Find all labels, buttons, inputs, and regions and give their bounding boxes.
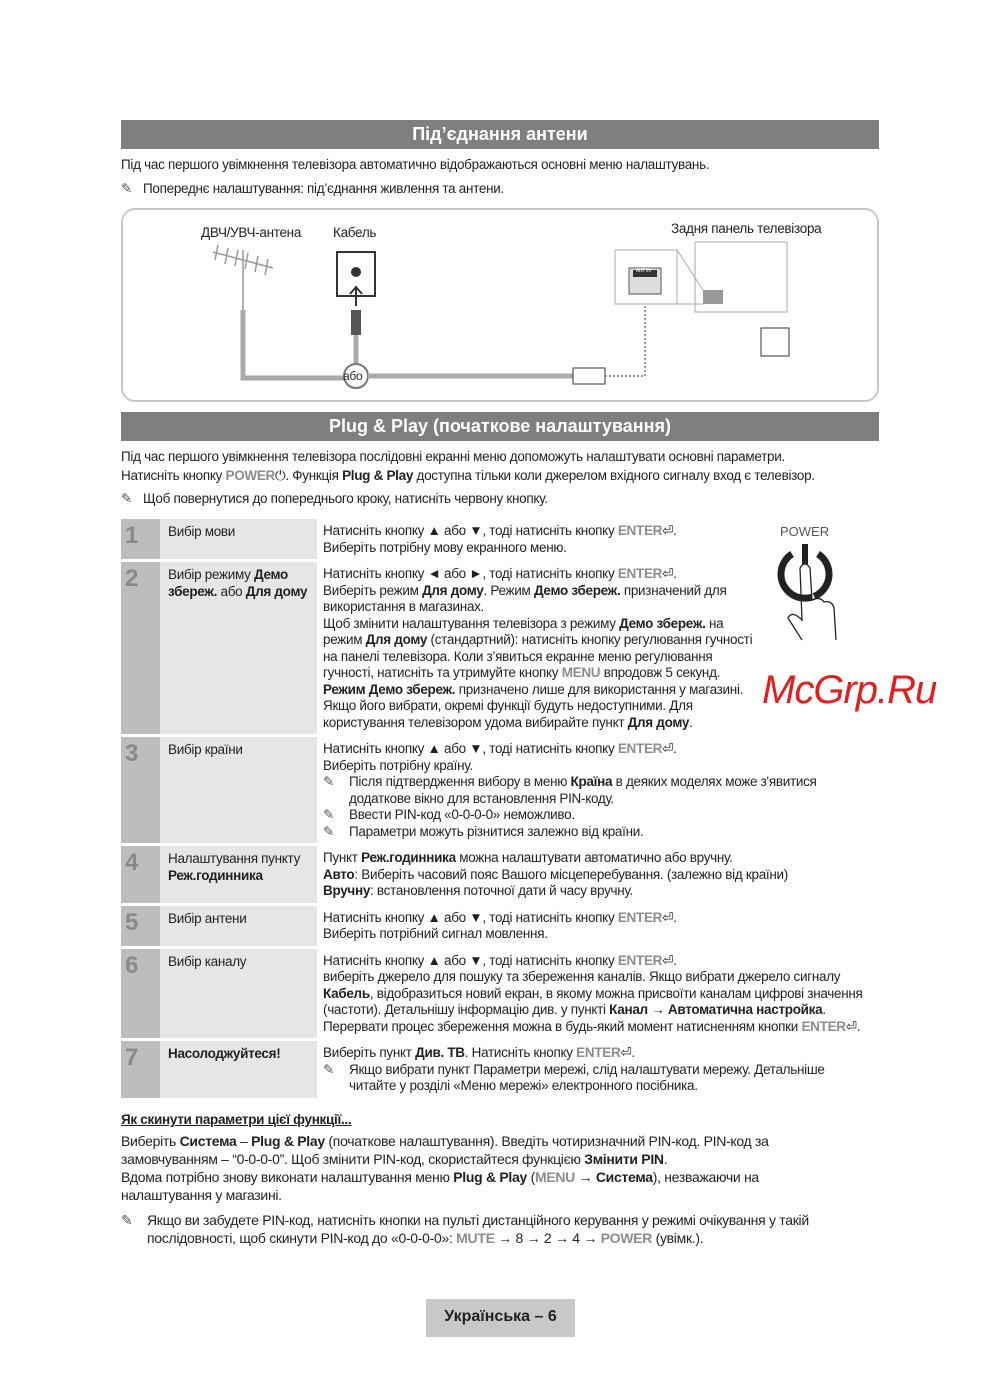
text-run: Демо збереж. bbox=[619, 615, 706, 631]
step-row-1 bbox=[121, 519, 879, 559]
text-run: Вибір режиму bbox=[168, 567, 255, 582]
text-run: Якщо його вибрати, окремі функції будуть недоступними. Для bbox=[323, 698, 693, 713]
text-run: Див. ТВ bbox=[415, 1045, 465, 1060]
text-run: Виберіть потрібний сигнал мовлення. bbox=[323, 926, 548, 941]
text-line bbox=[323, 969, 879, 986]
step-number: 5 bbox=[121, 906, 160, 946]
step-content bbox=[317, 846, 879, 903]
text-run: Перервати процес збереження можна в будь-який момент натисненням кнопки bbox=[323, 1018, 802, 1034]
text-run: (стандартний): натисніть кнопку регулювання гучності bbox=[427, 632, 753, 647]
text-run: Система bbox=[179, 1133, 237, 1149]
text-run: Для дому bbox=[422, 582, 484, 598]
text-run: Plug & Play bbox=[251, 1133, 325, 1149]
step-paragraph bbox=[323, 850, 879, 867]
text-run: в деяких моделях може з'явитися bbox=[612, 774, 817, 789]
step-number: 2 bbox=[121, 562, 160, 734]
text-run: Натисніть кнопку ◄ або ►, тоді натисніть кнопку bbox=[323, 566, 618, 581]
text-run: . Натисніть кнопку bbox=[464, 1045, 577, 1060]
text-run: Вдома потрібно знову виконати налаштування меню bbox=[121, 1169, 454, 1185]
text-run: Виберіть потрібну країну. bbox=[323, 757, 473, 773]
text-run: ( bbox=[527, 1169, 535, 1185]
pencil-note-icon: ✎ bbox=[121, 491, 133, 506]
text-run: MENU bbox=[561, 665, 601, 680]
text-run: : Виберіть часовий пояс Вашого місцеперебування. (залежно від країни) bbox=[354, 866, 788, 882]
text-run: доступна тільки коли джерелом вхідного сигналу вход є телевізор. bbox=[413, 468, 815, 483]
text-run: Виберіть режим bbox=[323, 582, 423, 598]
text-run: Змінити PIN bbox=[584, 1151, 664, 1167]
text-run: POWER bbox=[600, 1230, 653, 1246]
text-run: Натисніть кнопку ▲ або ▼, тоді натисніть кнопку bbox=[323, 909, 618, 925]
text-run: Канал → Автоматична настройка bbox=[609, 1002, 823, 1017]
text-run: Виберіть потрібну мову екранного меню. bbox=[323, 539, 567, 555]
text-run: ENTER bbox=[801, 1018, 846, 1034]
text-line bbox=[323, 1062, 879, 1079]
text-run: читайте у розділі «Меню мережі» електронного посібника. bbox=[349, 1078, 698, 1093]
text-run: користування телевізором удома вибирайте пункт bbox=[323, 714, 628, 730]
text-run: (частоти). Детальнішу інформацію див. у пункті bbox=[323, 1002, 610, 1017]
text-run: → bbox=[574, 1169, 596, 1185]
text-run: . bbox=[689, 714, 693, 730]
text-run: режим bbox=[323, 632, 366, 647]
text-run: ENTER bbox=[617, 909, 663, 925]
text-line bbox=[323, 953, 879, 970]
page-number: Українська – 6 bbox=[426, 1299, 575, 1337]
text-run: : встановлення поточної дати й часу вручну. bbox=[370, 883, 633, 898]
step-number: 1 bbox=[121, 519, 160, 559]
step-content bbox=[317, 1041, 879, 1098]
step-paragraph bbox=[323, 926, 879, 943]
text-line bbox=[323, 926, 879, 943]
section-title-antenna: Під’єднання антени bbox=[121, 120, 879, 149]
text-run: Виберіть bbox=[121, 1133, 180, 1149]
text-run: . Режим bbox=[483, 582, 534, 598]
text-run: можна налаштувати автоматично або вручну. bbox=[455, 850, 733, 865]
text-run: (увімк.). bbox=[652, 1230, 704, 1246]
text-run: Виберіть пункт bbox=[323, 1045, 416, 1060]
text-run: налаштування у магазині. bbox=[121, 1187, 282, 1203]
power-label: POWER bbox=[780, 524, 830, 539]
text-run: послідовності, щоб скинути PIN-код до «0-0-0-0»: bbox=[147, 1230, 457, 1246]
text-run: Режим Демо збереж. bbox=[323, 681, 456, 697]
pencil-note-icon: ✎ bbox=[121, 181, 133, 196]
antenna-intro: Під час першого увімкнення телевізора автоматично відображаються основні меню налаштувань. bbox=[121, 157, 710, 172]
text-run: Кабель bbox=[323, 985, 370, 1001]
text-run: гучності, натисніть та утримуйте кнопку bbox=[323, 665, 562, 680]
text-line bbox=[323, 741, 879, 758]
antenna-icon bbox=[213, 245, 273, 310]
text-run: . bbox=[663, 1151, 668, 1167]
text-run: Демо збереж. bbox=[168, 567, 288, 599]
step-number: 3 bbox=[121, 737, 160, 843]
text-run: Якщо вибрати пункт Параметри мережі, слід налаштувати мережу. Детальніше bbox=[349, 1061, 825, 1077]
watermark: McGrp.Ru bbox=[762, 668, 937, 712]
text-run: Система bbox=[595, 1169, 653, 1185]
step-note bbox=[323, 774, 879, 807]
step-number: 7 bbox=[121, 1041, 160, 1098]
text-run: Насолоджуйтеся! bbox=[168, 1046, 281, 1061]
reset-note-line bbox=[121, 1229, 809, 1247]
text-run: замовчуванням – “0-0-0-0”. Щоб змінити PIN-код, скористайтеся функцією bbox=[121, 1151, 585, 1167]
step-label bbox=[160, 1041, 317, 1098]
text-line bbox=[323, 883, 879, 900]
text-run: Якщо ви забудете PIN-код, натисніть кнопки на пульті дистанційного керування у режимі очікування у такій bbox=[147, 1212, 809, 1228]
cable-label: Кабель bbox=[333, 225, 377, 240]
step-row-6 bbox=[121, 949, 879, 1039]
text-line bbox=[323, 910, 879, 927]
reset-note bbox=[121, 1211, 809, 1247]
text-run: ENTER bbox=[617, 741, 663, 756]
section-title-plug-and-play: Plug & Play (початкове налаштування) bbox=[121, 412, 879, 441]
text-run: додаткове вікно для встановлення PIN-коду. bbox=[349, 790, 615, 806]
rear-panel-label: Задня панель телевізора bbox=[671, 221, 822, 236]
intro-line bbox=[121, 447, 815, 466]
text-run: Натисніть кнопку ▲ або ▼, тоді натисніть кнопку bbox=[323, 741, 618, 756]
reset-line bbox=[121, 1150, 769, 1168]
intro-line bbox=[121, 466, 815, 485]
step-label bbox=[160, 846, 317, 903]
or-label: або bbox=[343, 369, 363, 383]
text-line bbox=[323, 774, 879, 791]
text-line bbox=[323, 986, 879, 1003]
text-run: Демо збереж. bbox=[533, 582, 621, 598]
text-run: → 8 → 2 → 4 → bbox=[494, 1230, 601, 1246]
reset-note-line bbox=[121, 1211, 809, 1229]
step-label bbox=[160, 737, 317, 843]
pencil-note-icon: ✎ bbox=[323, 774, 335, 789]
step-paragraph bbox=[323, 953, 879, 970]
text-run: ⏎. bbox=[620, 1045, 635, 1060]
antenna-label: ДВЧ/УВЧ-антена bbox=[201, 225, 302, 240]
step-row-3 bbox=[121, 737, 879, 843]
text-run: . bbox=[822, 1002, 826, 1017]
text-run: Вибір країни bbox=[168, 742, 243, 757]
step-paragraph bbox=[323, 910, 879, 927]
step-row-4 bbox=[121, 846, 879, 903]
step-paragraph bbox=[323, 1045, 879, 1062]
text-run: MENU bbox=[534, 1169, 575, 1185]
text-line bbox=[323, 791, 879, 808]
text-run: Реж.годинника bbox=[361, 850, 456, 865]
text-run: Реж.годинника bbox=[168, 868, 263, 883]
step-note bbox=[323, 1062, 879, 1095]
text-run: ENTER bbox=[617, 566, 663, 581]
text-line bbox=[323, 1045, 879, 1062]
step-label bbox=[160, 562, 317, 734]
step-note bbox=[323, 824, 879, 841]
text-run: Натисніть кнопку ▲ або ▼, тоді натисніть кнопку bbox=[323, 952, 618, 968]
ant-in-port-label: ANT IN bbox=[636, 268, 651, 274]
text-line bbox=[323, 867, 879, 884]
text-run: MUTE bbox=[456, 1230, 495, 1246]
step-number: 4 bbox=[121, 846, 160, 903]
step-label bbox=[160, 906, 317, 946]
step-paragraph bbox=[323, 1019, 879, 1036]
text-run: Вибір мови bbox=[168, 524, 236, 539]
text-run: на bbox=[705, 615, 724, 631]
text-run: ⏻. Функція bbox=[275, 468, 343, 483]
text-line bbox=[323, 1078, 879, 1095]
text-run: Plug & Play bbox=[342, 468, 414, 483]
coax-connector bbox=[573, 368, 605, 384]
text-line bbox=[323, 715, 879, 732]
text-run: ⏎. bbox=[662, 741, 677, 756]
text-run: ENTER bbox=[617, 952, 663, 968]
text-run: ⏎. bbox=[662, 909, 677, 925]
text-run: впродовж 5 секунд. bbox=[600, 665, 721, 680]
power-hand-icon bbox=[772, 524, 842, 644]
text-run: ), незважаючи на bbox=[652, 1169, 759, 1185]
reset-line bbox=[121, 1132, 769, 1150]
text-line bbox=[323, 807, 879, 824]
plug-and-play-note: ✎ Щоб повернутися до попереднього кроку, натисніть червону кнопку. bbox=[121, 491, 548, 506]
step-label bbox=[160, 949, 317, 1039]
reset-text bbox=[121, 1132, 769, 1204]
text-run: на панелі телевізора. Коли з’явиться екранне меню регулювання bbox=[323, 648, 713, 664]
text-line bbox=[323, 1019, 879, 1036]
text-run: Ввести PIN-код «0-0-0-0» неможливо. bbox=[349, 807, 575, 822]
text-run: Вибір антени bbox=[168, 910, 247, 926]
pencil-note-icon: ✎ bbox=[323, 1061, 335, 1077]
text-run: призначено лише для використання у магазині. bbox=[455, 681, 744, 697]
text-run: Пункт bbox=[323, 850, 362, 865]
text-run: ⏎. bbox=[845, 1018, 861, 1034]
text-run: Натисніть кнопку bbox=[121, 468, 226, 483]
antenna-note: ✎ Попереднє налаштування: під’єднання живлення та антени. bbox=[121, 181, 504, 196]
text-line bbox=[323, 850, 879, 867]
step-row-5 bbox=[121, 906, 879, 946]
text-line bbox=[323, 1002, 879, 1019]
steps-table bbox=[121, 519, 879, 1098]
step-number: 6 bbox=[121, 949, 160, 1039]
reset-line bbox=[121, 1168, 769, 1186]
step-paragraph bbox=[323, 758, 879, 775]
text-run: Країна bbox=[570, 774, 613, 789]
step-label bbox=[160, 519, 317, 559]
step-row-7 bbox=[121, 1041, 879, 1098]
antenna-diagram bbox=[121, 208, 879, 402]
text-run: ⏎. bbox=[662, 523, 677, 538]
text-run: (початкове налаштування). Введіть чотиризначний PIN-код. PIN-код за bbox=[324, 1133, 769, 1149]
text-run: Plug & Play bbox=[453, 1169, 527, 1185]
text-run: призначений для bbox=[620, 582, 727, 598]
text-run: ⏎. bbox=[662, 566, 677, 581]
reset-line bbox=[121, 1186, 769, 1204]
text-run: Вибір каналу bbox=[168, 953, 247, 969]
pencil-note-icon: ✎ bbox=[323, 823, 335, 839]
step-paragraph bbox=[323, 969, 879, 1019]
text-run: Авто bbox=[323, 866, 355, 882]
text-run: виберіть джерело для пошуку та збереження каналів. Якщо вибрати джерело сигналу bbox=[323, 969, 841, 984]
text-run: Натисніть кнопку ▲ або ▼, тоді натисніть кнопку bbox=[323, 523, 618, 538]
text-run: використання в магазинах. bbox=[323, 599, 484, 614]
text-line bbox=[323, 758, 879, 775]
text-run: ⏎. bbox=[662, 952, 677, 968]
text-run: Для дому bbox=[627, 714, 690, 730]
text-run: Під час першого увімкнення телевізора послідовні екранні меню допоможуть налаштувати основні параметри. bbox=[121, 449, 785, 464]
pencil-note-icon: ✎ bbox=[323, 807, 335, 822]
step-paragraph bbox=[323, 741, 879, 758]
text-run: Щоб змінити налаштування телевізора з режиму bbox=[323, 615, 620, 631]
reset-heading: Як скинути параметри цієї функції... bbox=[121, 1112, 352, 1127]
text-run: Після підтвердження вибору в меню bbox=[349, 774, 571, 789]
pencil-note-icon: ✎ bbox=[121, 1212, 133, 1228]
step-paragraph bbox=[323, 867, 879, 884]
text-run: – bbox=[236, 1133, 252, 1149]
step-paragraph bbox=[323, 883, 879, 900]
text-line bbox=[323, 824, 879, 841]
text-run: Параметри можуть різнитися залежно від країни. bbox=[349, 823, 644, 839]
text-run: ENTER bbox=[617, 523, 663, 538]
text-run: Вручну bbox=[323, 883, 371, 898]
text-run: Налаштування пункту bbox=[168, 851, 301, 866]
step-note bbox=[323, 807, 879, 824]
plug-and-play-intro bbox=[121, 447, 815, 485]
step-content bbox=[317, 949, 879, 1039]
text-run: POWER bbox=[225, 468, 276, 483]
step-content bbox=[317, 737, 879, 843]
text-run: , відобразиться новий екран, в якому можна присвоїти каналам цифрові значення bbox=[369, 985, 863, 1001]
text-run: або bbox=[217, 584, 246, 599]
text-run: Для дому bbox=[365, 632, 428, 647]
text-run: ENTER bbox=[576, 1045, 621, 1060]
text-line bbox=[323, 649, 879, 666]
text-run: Для дому bbox=[245, 584, 308, 599]
step-content bbox=[317, 906, 879, 946]
